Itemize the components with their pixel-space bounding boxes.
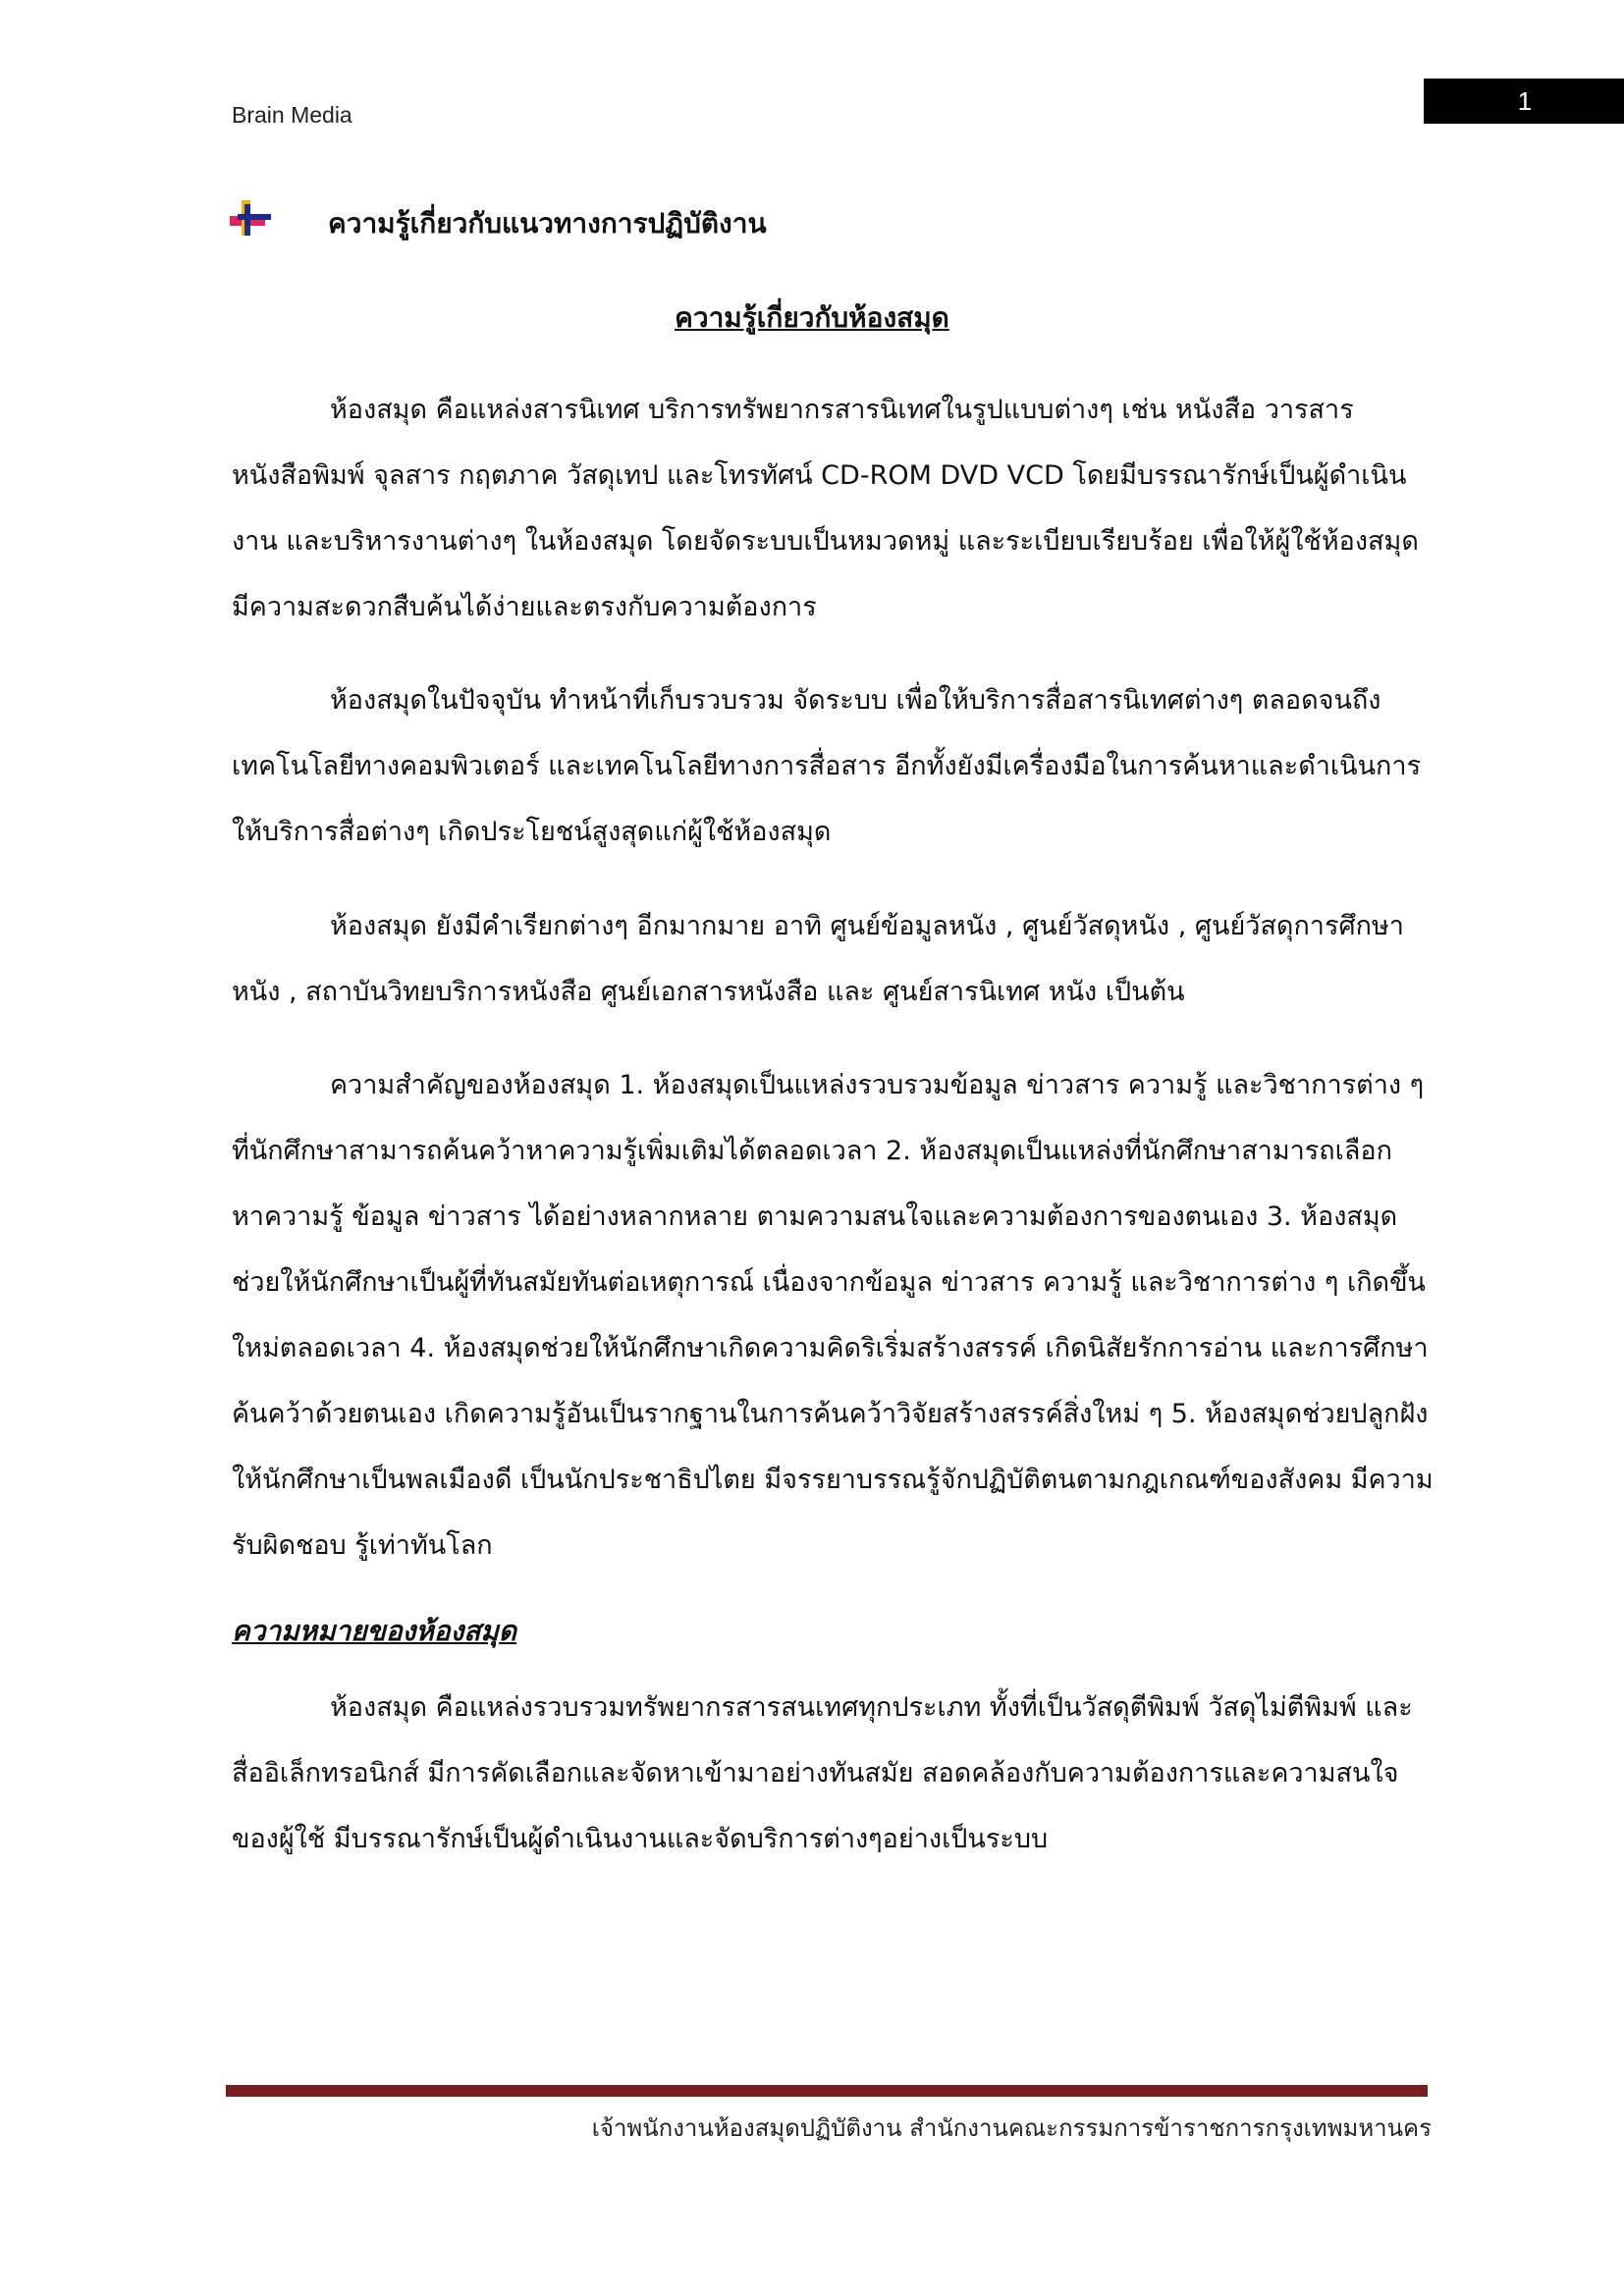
definition-subheading: ความหมายของห้องสมุด — [232, 1615, 516, 1647]
page-number: 1 — [1517, 86, 1533, 116]
paragraph-1: ห้องสมุด คือแหล่งสารนิเทศ บริการทรัพยากรสารนิเทศในรูปแบบต่างๆ เช่น หนังสือ วารสาร หนังสือพิมพ์ จุลสาร กฤตภาค วัสดุเทป และโทรทัศน์ CD-ROM DVD VCD โดยมีบรรณารักษ์เป็นผู้ดำเนินงาน และบริหารงานต่างๆ ในห้องสมุด โดยจัดระบบเป็นหมวดหมู่ และระเบียบเรียบร้อย เพื่อให้ผู้ใช้ห้องสมุดมีความสะดวกสืบค้นได้ง่ายและตรงกับความต้องการ — [232, 395, 1419, 622]
header-brand-text: Brain Media — [232, 102, 352, 128]
footer-divider — [226, 2085, 1428, 2097]
paragraph-2: ห้องสมุดในปัจจุบัน ทำหน้าที่เก็บรวบรวม จัดระบบ เพื่อให้บริการสื่อสารนิเทศต่างๆ ตลอดจนถึงเทคโนโลยีทางคอมพิวเตอร์ และเทคโนโลยีทางการสื่อสาร อีกทั้งยังมีเครื่องมือในการค้นหาและดำเนินการให้บริการสื่อต่างๆ เกิดประโยชน์สูงสุดแก่ผู้ใช้ห้องสมุด — [232, 685, 1422, 847]
footer-text: เจ้าพนักงานห้องสมุดปฏิบัติงาน สำนักงานคณะกรรมการข้าราชการกรุงเทพมหานคร — [591, 2114, 1432, 2142]
bullet-cross-icon — [228, 198, 271, 238]
document-title: ความรู้เกี่ยวกับห้องสมุด — [675, 301, 949, 334]
page-number-box — [1424, 79, 1624, 124]
paragraph-4: ความสำคัญของห้องสมุด 1. ห้องสมุดเป็นแหล่งรวบรวมข้อมูล ข่าวสาร ความรู้ และวิชาการต่าง ๆ ที่นักศึกษาสามารถค้นคว้าหาความรู้เพิ่มเติมได้ตลอดเวลา 2. ห้องสมุดเป็นแหล่งที่นักศึกษาสามารถเลือกหาความรู้ ข้อมูล ข่าวสาร ได้อย่างหลากหลาย ตามความสนใจและความต้องการของตนเอง 3. ห้องสมุดช่วยให้นักศึกษาเป็นผู้ที่ทันสมัยทันต่อเหตุการณ์ เนื่องจากข้อมูล ข่าวสาร ความรู้ และวิชาการต่าง ๆ เกิดขึ้นใหม่ตลอดเวลา 4. ห้องสมุดช่วยให้นักศึกษาเกิดความคิดริเริ่มสร้างสรรค์ เกิดนิสัยรักการอ่าน และการศึกษาค้นคว้าด้วยตนเอง เกิดความรู้อันเป็นรากฐานในการค้นคว้าวิจัยสร้างสรรค์สิ่งใหม่ ๆ 5. ห้องสมุดช่วยปลูกฝังให้นักศึกษาเป็นพลเมืองดี เป็นนักประชาธิปไตย มีจรรยาบรรณรู้จักปฏิบัติตนตามกฎเกณฑ์ของสังคม มีความรับผิดชอบ รู้เท่าทันโลก — [232, 1070, 1434, 1561]
definition-paragraph: ห้องสมุด คือแหล่งรวบรวมทรัพยากรสารสนเทศทุกประเภท ทั้งที่เป็นวัสดุตีพิมพ์ วัสดุไม่ตีพิมพ์ และสื่ออิเล็กทรอนิกส์ มีการคัดเลือกและจัดหาเข้ามาอย่างทันสมัย สอดคล้องกับความต้องการและความสนใจของผู้ใช้ มีบรรณารักษ์เป็นผู้ดำเนินงานและจัดบริการต่างๆอย่างเป็นระบบ — [232, 1692, 1413, 1854]
section-heading: ความรู้เกี่ยวกับแนวทางการปฏิบัติงาน — [328, 207, 767, 240]
paragraph-3: ห้องสมุด ยังมีคำเรียกต่างๆ อีกมากมาย อาทิ ศูนย์ข้อมูลหนัง , ศูนย์วัสดุหนัง , ศูนย์วัสดุการศึกษาหนัง , สถาบันวิทยบริการหนังสือ ศูนย์เอกสารหนังสือ และ ศูนย์สารนิเทศ หนัง เป็นต้น — [232, 911, 1404, 1007]
